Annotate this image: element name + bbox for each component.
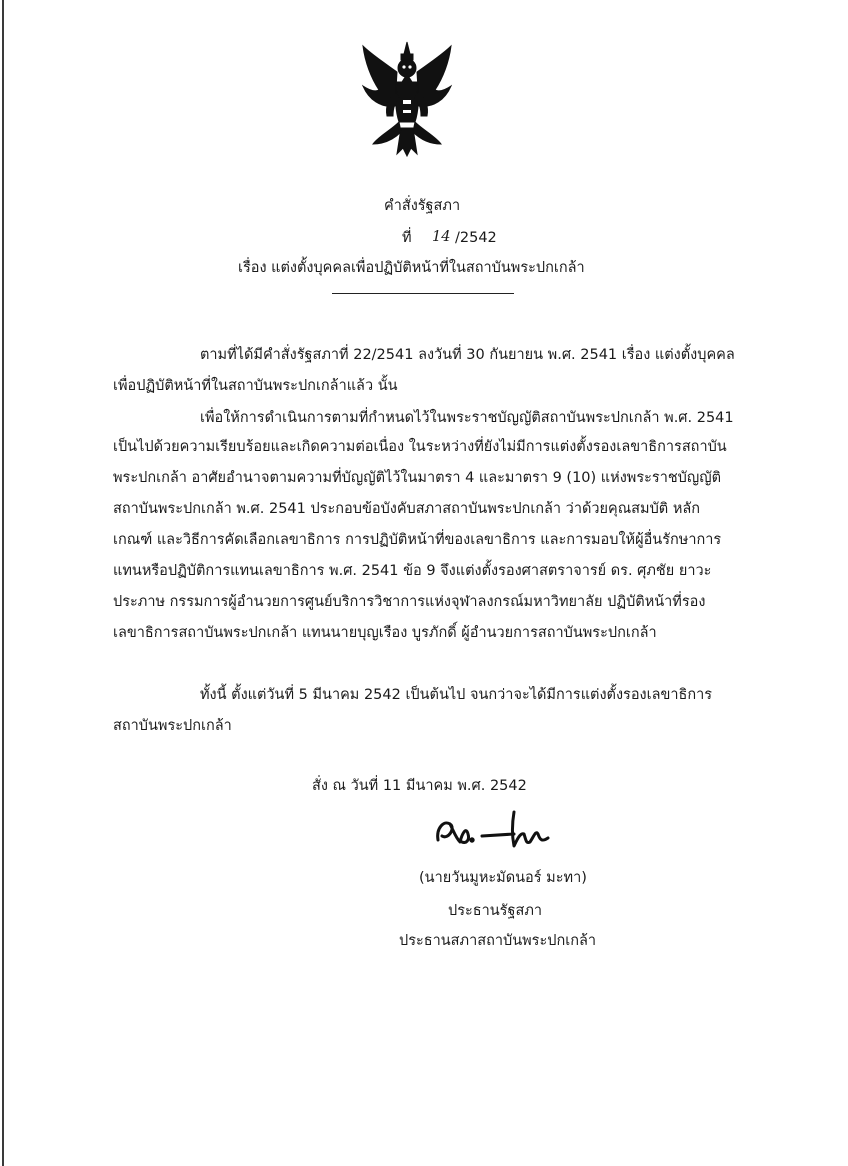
order-number-handwritten: 14 (432, 229, 451, 245)
paragraph-2-line-8: เลขาธิการสถาบันพระปกเกล้า แทนนายบุญเรือง บูรภักดิ์ ผู้อำนวยการสถาบันพระปกเกล้า (113, 625, 657, 641)
signing-date: สั่ง ณ วันที่ 11 มีนาคม พ.ศ. 2542 (312, 778, 527, 794)
signer-name: (นายวันมูหะมัดนอร์ มะทา) (419, 870, 587, 886)
paragraph-2-line-6: แทนหรือปฏิบัติการแทนเลขาธิการ พ.ศ. 2541 ข้อ 9 จึงแต่งตั้งรองศาสตราจารย์ ดร. ศุภชัย ยาวะ (113, 563, 712, 579)
paragraph-2-line-3: พระปกเกล้า อาศัยอำนาจตามความที่บัญญัติไว้ในมาตรา 4 และมาตรา 9 (10) แห่งพระราชบัญญัติ (113, 470, 722, 486)
header-divider (332, 293, 514, 294)
paragraph-2-line-4: สถาบันพระปกเกล้า พ.ศ. 2541 ประกอบข้อบังคับสภาสถาบันพระปกเกล้า ว่าด้วยคุณสมบัติ หลัก (113, 501, 701, 517)
paragraph-1-line-1: ตามที่ได้มีคำสั่งรัฐสภาที่ 22/2541 ลงวันที่ 30 กันยายน พ.ศ. 2541 เรื่อง แต่งตั้งบุคคล (200, 347, 735, 363)
paragraph-3-line-2: สถาบันพระปกเกล้า (113, 718, 232, 734)
paragraph-2-line-1: เพื่อให้การดำเนินการตามที่กำหนดไว้ในพระราชบัญญัติสถาบันพระปกเกล้า พ.ศ. 2541 (200, 410, 734, 426)
paragraph-3-line-1: ทั้งนี้ ตั้งแต่วันที่ 5 มีนาคม 2542 เป็นต้นไป จนกว่าจะได้มีการแต่งตั้งรองเลขาธิการ (200, 687, 713, 703)
paragraph-1-line-2: เพื่อปฏิบัติหน้าที่ในสถาบันพระปกเกล้าแล้ว นั้น (113, 378, 398, 394)
order-number-prefix: ที่ (402, 230, 412, 246)
handwritten-signature (430, 806, 570, 856)
paragraph-2-line-2: เป็นไปด้วยความเรียบร้อยและเกิดความต่อเนื่อง ในระหว่างที่ยังไม่มีการแต่งตั้งรองเลขาธิการสถาบัน (113, 439, 727, 455)
garuda-emblem-icon (357, 40, 457, 158)
scan-edge (2, 0, 4, 1166)
paragraph-2-line-5: เกณฑ์ และวิธีการคัดเลือกเลขาธิการ การปฏิบัติหน้าที่ของเลขาธิการ และการมอบให้ผู้อื่นรักษาการ (113, 532, 722, 548)
document-title: คำสั่งรัฐสภา (384, 198, 461, 214)
paragraph-2-line-7: ประภาษ กรรมการผู้อำนวยการศูนย์บริการวิชาการแห่งจุฬาลงกรณ์มหาวิทยาลัย ปฏิบัติหน้าที่รอง (113, 594, 706, 610)
signer-title-parliament: ประธานรัฐสภา (448, 903, 543, 919)
document-subject: เรื่อง แต่งตั้งบุคคลเพื่อปฏิบัติหน้าที่ในสถาบันพระปกเกล้า (238, 260, 585, 276)
order-number-suffix: /2542 (455, 230, 497, 246)
signer-title-institute: ประธานสภาสถาบันพระปกเกล้า (399, 933, 597, 949)
